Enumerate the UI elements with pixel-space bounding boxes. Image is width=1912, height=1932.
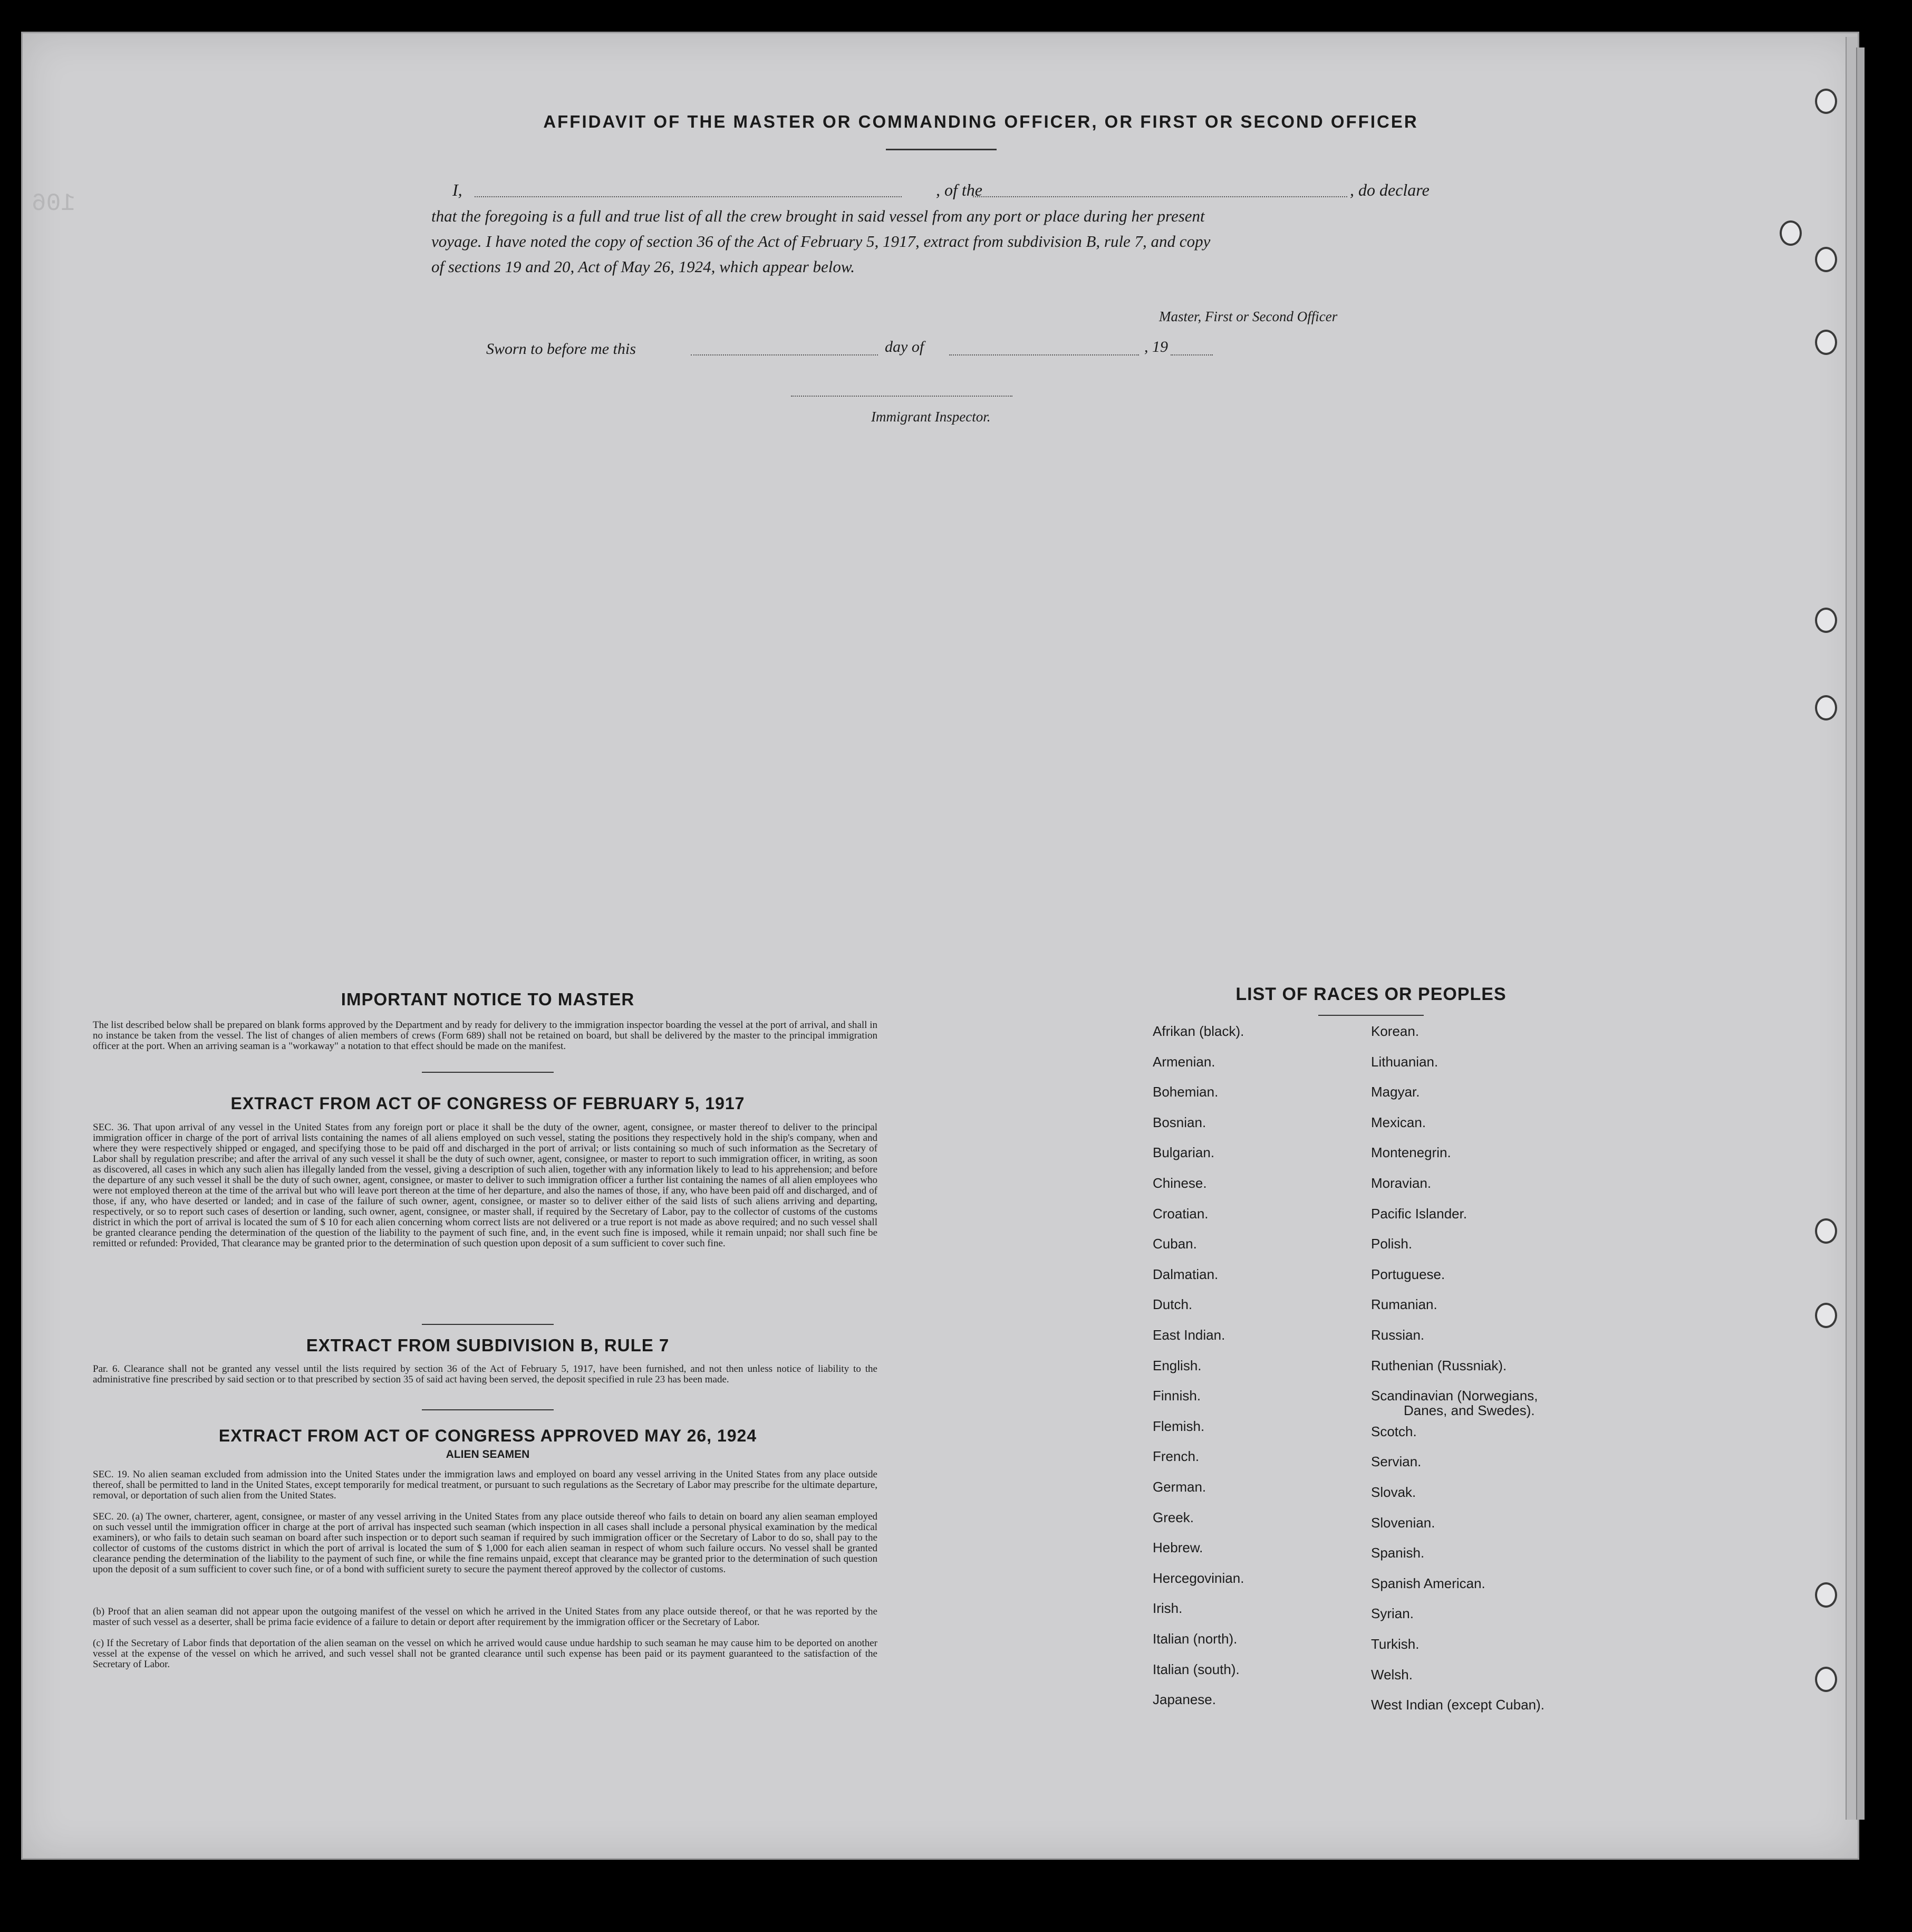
punch-hole-icon (1815, 330, 1837, 355)
punch-hole-icon (1815, 1218, 1837, 1244)
race-item: Irish. (1153, 1600, 1183, 1617)
race-item: Bosnian. (1153, 1114, 1206, 1130)
race-item: Magyar. (1371, 1084, 1420, 1100)
race-item: Bohemian. (1153, 1084, 1219, 1100)
mirrored-page-number: 106 (32, 190, 75, 217)
race-item: East Indian. (1153, 1327, 1225, 1343)
extract-1917-title: EXTRACT FROM ACT OF CONGRESS OF FEBRUARY 5, 1917 (230, 1094, 745, 1113)
notice-title: IMPORTANT NOTICE TO MASTER (341, 989, 635, 1009)
races-title: LIST OF RACES OR PEOPLES (1235, 984, 1507, 1004)
race-item: Slovenian. (1371, 1514, 1435, 1531)
punch-hole-icon (1815, 695, 1837, 720)
sworn-day-of: day of (885, 338, 924, 355)
extract-1917-text: SEC. 36. That upon arrival of any vessel in the United States from any foreign port or place it shall be the duty of the owner, agent, consignee, or master thereof to deliver to the principal immigration officer in charge of the port of arrival lists containing the names of all aliens employed on such vessel, stating the positions they respectively hold in the ship's company, when and where they were respectively shipped or engaged, and specifying those to be paid off and discharged in the port of arrival; or lists containing so much of such information as the Secretary of Labor shall by regulation prescribe; and after the arrival of any such vessel it shall be the duty of such owner, agent, consignee, or master to report to such immigration officer, in writing, as soon as discovered, all cases in which any such alien has illegally landed from the vessel, giving a description of such alien, together with any information likely to lead to his apprehension; and before the departure of any such vessel it shall be the duty of such owner, agent, consignee, or master to deliver to such immigration officer a further list containing the names of all alien employees who were not employed thereon at the time of the arrival but who will leave port thereon at the time of her departure, and also the names of those, if any, who have been paid off and discharged, and of those, if any, who have deserted or landed; and in case of the failure of such owner, agent, consignee, or master so to deliver either of the said lists of such aliens arriving and departing, respectively, or so to report such cases of desertion or landing, such owner, agent, consignee, or master shall, if required by the Secretary of Labor, pay to the collector of customs of the customs district in which the port of arrival is located the sum of $ 10 for each alien concerning whom correct lists are not delivered or a true report is not made as above required; and no such vessel shall be granted clearance pending the determination of the question of the liability to the payment of such fine, and, in the event such fine is imposed, while it remain unpaid; nor shall such fine be remitted or refunded: Provided, That clearance may be granted prior to the determination of such question upon deposit of a sum sufficient to cover such fine. (93, 1122, 877, 1249)
race-item: German. (1153, 1479, 1206, 1495)
race-item: Spanish American. (1371, 1575, 1485, 1591)
extract-rule7-text: Par. 6. Clearance shall not be granted any vessel until the lists required by section 36 of the Act of February 5, 1917, have been furnished, and not then unless notice of liability to the administrative fine prescribed by said section or to that prescribed by section 35 of said act having been served, the deposit specified in rule 23 has been made. (93, 1363, 877, 1385)
race-item: Hercegovinian. (1153, 1570, 1244, 1586)
name-blank (475, 196, 902, 197)
page-edge-back (1856, 47, 1865, 1820)
race-item: Japanese. (1153, 1691, 1216, 1708)
race-item: English. (1153, 1357, 1202, 1373)
document-sheet (21, 32, 1859, 1860)
race-item: Welsh. (1371, 1666, 1413, 1683)
vessel-blank (973, 196, 1347, 197)
race-item: Scandinavian (Norwegians, (1371, 1388, 1538, 1404)
punch-hole-icon (1815, 1303, 1837, 1328)
race-item: Russian. (1371, 1327, 1425, 1343)
race-item: Dutch. (1153, 1296, 1193, 1313)
signature-label: Master, First or Second Officer (1159, 309, 1338, 324)
extract-rule7-title: EXTRACT FROM SUBDIVISION B, RULE 7 (306, 1335, 670, 1355)
sworn-day-blank (691, 354, 878, 355)
race-item: Scotch. (1371, 1423, 1417, 1439)
punch-hole-icon (1815, 1667, 1837, 1692)
declaration-line-3: voyage. I have noted the copy of section 36 of the Act of February 5, 1917, extract from subdivision B, rule 7, and copy (431, 232, 1211, 251)
punch-hole-icon (1815, 89, 1837, 114)
race-item: Rumanian. (1371, 1296, 1437, 1313)
race-item: West Indian (except Cuban). (1371, 1697, 1545, 1713)
race-item: Lithuanian. (1371, 1053, 1438, 1070)
extract-1924-sec20b: (b) Proof that an alien seaman did not appear upon the outgoing manifest of the vessel on which he arrived in the United States from any place outside thereof, or that he was reported by the master of such vessel as a deserter, shall be prima facie evidence of a failure to detain or deport after requirement by the immigration officer or the Secretary of Labor. (93, 1606, 877, 1628)
race-item: Danes, and Swedes). (1404, 1402, 1535, 1419)
notice-text: The list described below shall be prepared on blank forms approved by the Department and by ready for delivery to the immigration inspector boarding the vessel at the port of arrival, and shall in no instance be taken from the vessel. The list of changes of alien members of crews (Form 689) shall not be retained on board, but shall be delivered by the master to the principal immigration officer at the port. When an arriving seaman is a "workaway" a notation to that effect should be made on the manifest. (93, 1020, 877, 1052)
affidavit-title: AFFIDAVIT OF THE MASTER OR COMMANDING OFFICER, OR FIRST OR SECOND OFFICER (543, 112, 1418, 131)
declaration-I: I, (452, 180, 462, 199)
race-item: Bulgarian. (1153, 1145, 1215, 1161)
punch-hole-icon (1815, 247, 1837, 272)
sworn-year: , 19 (1144, 338, 1168, 355)
declaration-line-2: that the foregoing is a full and true list of all the crew brought in said vessel from any port or place during her present (431, 207, 1205, 225)
inspector-label: Immigrant Inspector. (871, 409, 991, 425)
punch-hole-icon (1815, 1582, 1837, 1608)
race-item: Italian (south). (1153, 1661, 1240, 1677)
race-item: Portuguese. (1371, 1266, 1445, 1282)
extract-1924-sec20c: (c) If the Secretary of Labor finds that deportation of the alien seaman on the vessel on which he arrived would cause undue hardship to such seaman he may cause him to be deported on another vessel at the expense of the vessel on which he arrived, and such vessel shall not be granted clearance until such expense has been paid or its payment guaranteed to the satisfaction of the Secretary of Labor. (93, 1638, 877, 1670)
race-item: Ruthenian (Russniak). (1371, 1357, 1507, 1373)
race-item: Italian (north). (1153, 1631, 1238, 1647)
race-item: Chinese. (1153, 1175, 1207, 1191)
race-item: Moravian. (1371, 1175, 1432, 1191)
race-item: Croatian. (1153, 1205, 1209, 1222)
race-item: French. (1153, 1448, 1200, 1465)
section-rule (422, 1409, 554, 1410)
race-item: Flemish. (1153, 1418, 1205, 1434)
race-item: Cuban. (1153, 1236, 1197, 1252)
declaration-line-4: of sections 19 and 20, Act of May 26, 1924, which appear below. (431, 257, 855, 276)
sworn-prefix: Sworn to before me this (486, 340, 636, 358)
section-rule (422, 1072, 554, 1073)
page-edge (1846, 37, 1857, 1820)
extract-1924-sec20a: SEC. 20. (a) The owner, charterer, agent, consignee, or master of any vessel arriving in the United States from any place outside thereof who fails to detain on board any alien seaman employed on such vessel until the immigration officer in charge at the port of arrival has inspected such seaman (which inspection in all cases shall include a personal physical examination by the medical examiners), or who fails to detain such seaman on board after such inspection or to deport such seaman if required by such immigration officer or the Secretary of Labor to do so, shall pay to the collector of customs of the customs district in which the port of arrival is located the sum of $ 1,000 for each alien seaman in respect of whom such failure occurs. No vessel shall be granted clearance pending the determination of the liability to the payment of such fine, or while the fine remains unpaid, except that clearance may be granted prior to the determination of such question upon the deposit of a sum sufficient to cover such fine, or of a bond with sufficient surety to secure the payment thereof approved by the collector of customs. (93, 1511, 877, 1575)
race-item: Servian. (1371, 1454, 1422, 1470)
race-item: Greek. (1153, 1509, 1194, 1525)
race-item: Finnish. (1153, 1388, 1201, 1404)
declaration-do-declare: , do declare (1350, 180, 1430, 199)
race-item: Syrian. (1371, 1606, 1414, 1622)
race-item: Slovak. (1371, 1484, 1416, 1500)
race-item: Spanish. (1371, 1545, 1425, 1561)
extract-1924-subtitle: ALIEN SEAMEN (446, 1448, 530, 1460)
punch-hole-icon (1780, 220, 1802, 246)
race-item: Turkish. (1371, 1636, 1419, 1652)
race-item: Montenegrin. (1371, 1145, 1451, 1161)
extract-1924-title: EXTRACT FROM ACT OF CONGRESS APPROVED MAY 26, 1924 (218, 1426, 757, 1445)
races-title-rule (1318, 1015, 1424, 1016)
sworn-year-blank (1171, 354, 1213, 355)
extract-1924-sec19: SEC. 19. No alien seaman excluded from admission into the United States under the immigration laws and employed on board any vessel arriving in the United States from any place outside thereof, shall be permitted to land in the United States, except temporarily for medical treatment, or pursuant to such regulations as the Secretary of Labor may prescribe for the ultimate departure, removal, or deportation of such alien from the United States. (93, 1469, 877, 1501)
race-item: Hebrew. (1153, 1540, 1203, 1556)
inspector-blank (791, 396, 1012, 397)
race-item: Armenian. (1153, 1053, 1215, 1070)
race-item: Afrikan (black). (1153, 1023, 1244, 1039)
race-item: Pacific Islander. (1371, 1205, 1467, 1222)
race-item: Korean. (1371, 1023, 1419, 1039)
race-item: Mexican. (1371, 1114, 1426, 1130)
declaration-of-the: , of the (936, 180, 982, 199)
punch-hole-icon (1815, 608, 1837, 633)
sworn-month-blank (949, 354, 1139, 355)
section-rule (422, 1324, 554, 1325)
title-rule (886, 149, 997, 150)
race-item: Polish. (1371, 1236, 1413, 1252)
race-item: Dalmatian. (1153, 1266, 1219, 1282)
